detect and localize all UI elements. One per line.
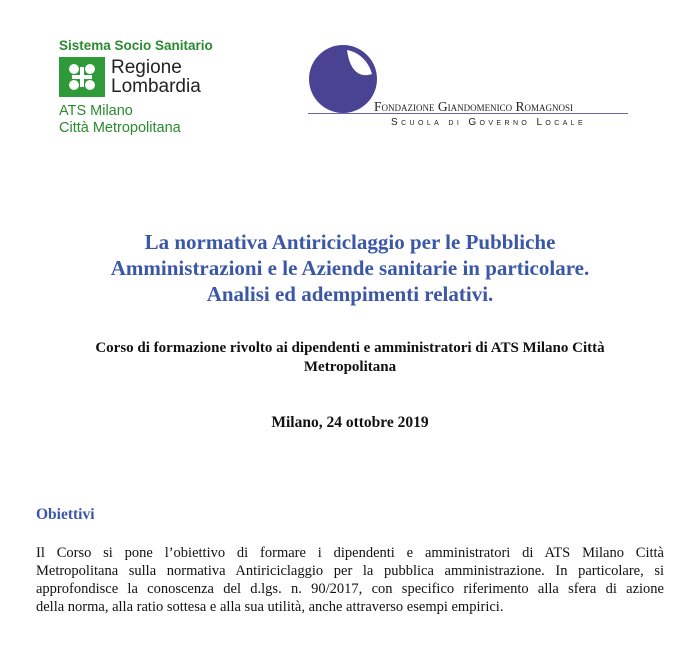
regione-system-label: Sistema Socio Sanitario — [59, 38, 213, 53]
ats-milano-label — [59, 103, 181, 137]
section-heading-obiettivi: Obiettivi — [36, 506, 95, 523]
subtitle-line: Corso di formazione rivolto ai dipendenti e amministratori di ATS Milano Città — [95, 340, 605, 356]
body-line: della norma, alla ratio sottesa e alla sua utilità, anche attraverso esempi empirici. — [36, 599, 504, 615]
subtitle-line: Metropolitana — [303, 359, 397, 375]
document-date: Milano, 24 ottobre 2019 — [271, 414, 429, 431]
title-line: Analisi ed adempimenti relativi. — [206, 282, 494, 306]
fondazione-name: Fondazione Giandomenico Romagnosi — [374, 99, 573, 114]
body-paragraph — [36, 544, 664, 616]
regione-lombardia-logo-icon — [59, 57, 105, 97]
title-line: Amministrazioni e le Aziende sanitarie in particolare. — [110, 256, 590, 280]
title-line: La normativa Antiriciclaggio per le Pubbliche — [144, 230, 556, 254]
regione-lombardia-name — [111, 58, 201, 96]
body-line: Il Corso si pone l’obiettivo di formare i dipendenti e amministratori di ATS Milano Città — [36, 545, 664, 561]
ats-line1: ATS Milano — [59, 103, 133, 119]
ats-line2: Città Metropolitana — [59, 120, 181, 136]
fondazione-school: Scuola di Governo Locale — [391, 117, 587, 128]
body-line: approfondisce la conoscenza del d.lgs. n. 90/2017, con specifico riferimento alla sfera di azione — [36, 581, 664, 597]
regione-name-line2: Lombardia — [111, 76, 201, 97]
document-title — [40, 229, 660, 307]
regione-name-line1: Regione — [111, 57, 182, 78]
body-line: Metropolitana sulla normativa Antiriciclaggio per la pubblica amministrazione. In particolare, si — [36, 563, 664, 579]
fondazione-romagnosi-logo-icon — [308, 44, 378, 114]
document-subtitle — [40, 339, 660, 377]
